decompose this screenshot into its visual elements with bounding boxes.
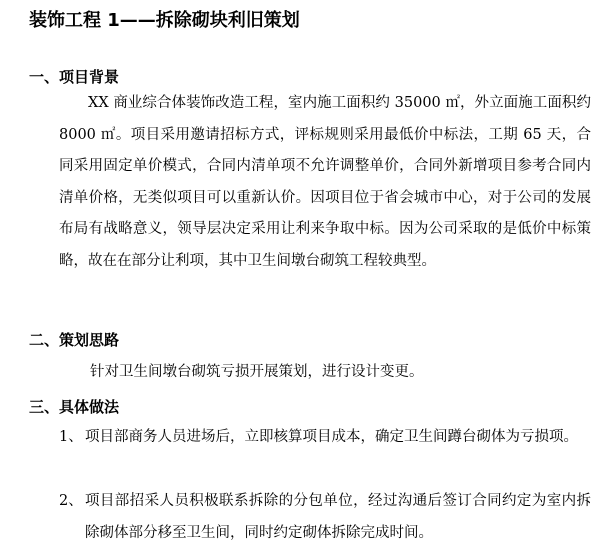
list-item-number: 2、 <box>59 493 83 509</box>
section-heading-background: 一、项目背景 <box>29 68 120 86</box>
background-paragraph: XX 商业综合体装饰改造工程，室内施工面积约 35000 ㎡，外立面施工面积约 8000 ㎡。项目采用邀请招标方式，评标规则采用最低价中标法，工期 65 天，合同采用固定单价模式，合同内清单项不允许调整单价，合同外新增项目参考合同内清单价格，无类似项目可以重新认价。因项目位于省会城市中心，对于公司的发展布局有战略意义，领导层决定采用让利来争取中标。因为公司采取的是低价中标策略，故在在部分让利项，其中卫生间墩台砌筑工程较典型。 <box>59 95 591 269</box>
list-item-text: 项目部招采人员积极联系拆除的分包单位，经过沟通后签订合同约定为室内拆除砌体部分移至卫生间，同时约定砌体拆除完成时间。 <box>85 493 591 541</box>
approach-paragraph: 针对卫生间墩台砌筑亏损开展策划，进行设计变更。 <box>90 364 424 380</box>
list-item-number: 1、 <box>59 429 83 445</box>
list-item <box>59 486 591 549</box>
section-heading-method: 三、具体做法 <box>29 398 120 416</box>
document-title: 装饰工程 1——拆除砌块利旧策划 <box>29 10 300 31</box>
list-item-text: 项目部商务人员进场后，立即核算项目成本，确定卫生间蹲台砌体为亏损项。 <box>85 429 578 445</box>
list-item <box>59 422 591 454</box>
section-heading-approach: 二、策划思路 <box>29 331 120 349</box>
